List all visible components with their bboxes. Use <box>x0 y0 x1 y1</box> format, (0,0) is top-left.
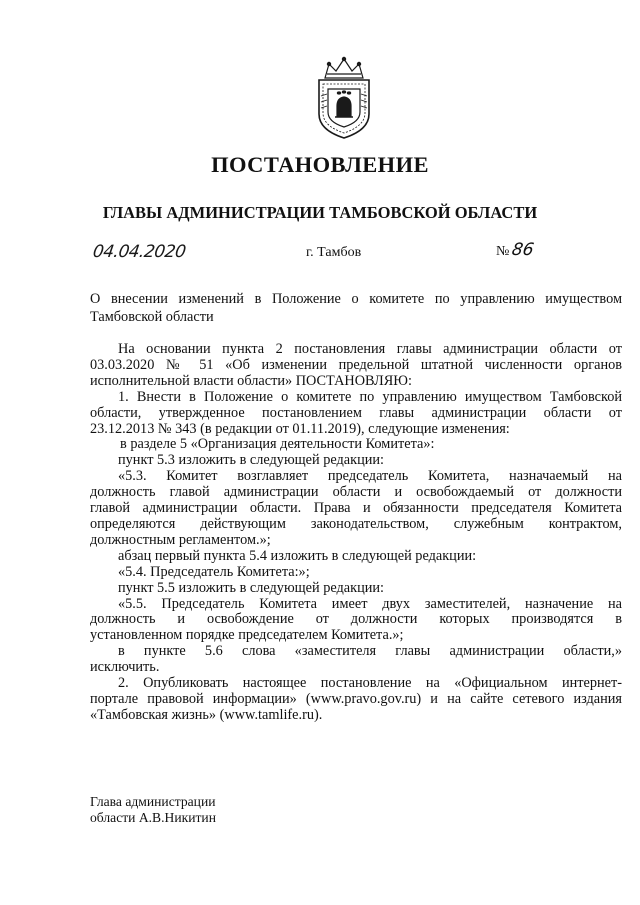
body-line: исключить. <box>90 659 160 676</box>
body-paragraph <box>90 597 622 645</box>
signature-title: Глава администрации <box>90 794 216 809</box>
body-line: в разделе 5 «Организация деятельности Комитета»: <box>120 436 435 453</box>
document-subject <box>90 290 622 326</box>
body-paragraph <box>90 342 622 390</box>
body-line: На основании пункта 2 постановления главы администрации области от <box>118 341 622 357</box>
document-issuer: ГЛАВЫ АДМИНИСТРАЦИИ ТАМБОВСКОЙ ОБЛАСТИ <box>102 203 538 222</box>
body-line: должность главой администрации области и освобождаемый от должности <box>90 484 622 501</box>
body-line: портале правовой информации» (www.pravo.gov.ru) и на сайте сетевого издания <box>90 690 622 707</box>
city-label: г. Тамбов <box>306 245 362 260</box>
body-line: 1. Внести в Положение о комитете по управлению имуществом Тамбовской <box>118 388 622 405</box>
body-line: 23.12.2013 № 343 (в редакции от 01.11.2019), следующие изменения: <box>90 420 510 437</box>
handwritten-date: 04.04.2020 <box>91 242 187 262</box>
document-body <box>90 342 622 724</box>
body-line: должность и освобождение от должности которых производятся в <box>90 611 622 628</box>
body-line: установленном порядке председателем Комитета.»; <box>90 627 404 644</box>
body-paragraph <box>90 453 622 469</box>
body-line: главой администрации области. Права и обязанности председателя Комитета <box>90 500 622 517</box>
subject-line: Тамбовской области <box>90 309 214 325</box>
signature-block <box>90 794 216 826</box>
body-line: исполнительной власти области» ПОСТАНОВЛЯЮ: <box>90 372 412 389</box>
body-line: пункт 5.5 изложить в следующей редакции: <box>118 579 385 596</box>
body-line: 03.03.2020 № 51 «Об изменении предельной штатной численности органов <box>90 356 622 373</box>
number-sign: № <box>496 244 510 259</box>
document-title: ПОСТАНОВЛЕНИЕ <box>211 152 429 177</box>
body-line: определяются действующим законодательством, служебным контрактом, <box>90 515 622 532</box>
body-line: 2. Опубликовать настоящее постановление на «Официальном интернет- <box>118 675 622 692</box>
signature-name: области А.В.Никитин <box>90 810 216 825</box>
handwritten-number: 86 <box>510 240 536 260</box>
body-line: в пункте 5.6 слова «заместителя главы администрации области,» <box>118 643 622 660</box>
body-line: пункт 5.3 изложить в следующей редакции: <box>118 452 385 469</box>
body-line: «Тамбовская жизнь» (www.tamlife.ru). <box>90 706 323 723</box>
body-paragraph <box>90 565 622 581</box>
body-paragraph <box>90 676 622 724</box>
body-paragraph <box>90 469 622 549</box>
body-line: «5.4. Председатель Комитета:»; <box>118 563 310 580</box>
body-line: «5.5. Председатель Комитета имеет двух заместителей, назначение на <box>118 595 622 612</box>
subject-line: О внесении изменений в Положение о комитете по управлению имуществом <box>90 291 622 307</box>
tambov-coat-of-arms-icon <box>311 56 377 140</box>
body-paragraph <box>90 437 622 453</box>
body-paragraph <box>90 390 622 438</box>
body-paragraph <box>90 644 622 676</box>
body-line: области, утвержденное постановлением главы администрации области от <box>90 404 622 421</box>
body-line: должностным регламентом.»; <box>90 531 271 548</box>
body-paragraph <box>90 549 622 565</box>
body-line: абзац первый пункта 5.4 изложить в следующей редакции: <box>118 547 477 564</box>
body-paragraph <box>90 581 622 597</box>
body-line: «5.3. Комитет возглавляет председатель Комитета, назначаемый на <box>118 468 622 485</box>
document-number <box>496 240 534 260</box>
